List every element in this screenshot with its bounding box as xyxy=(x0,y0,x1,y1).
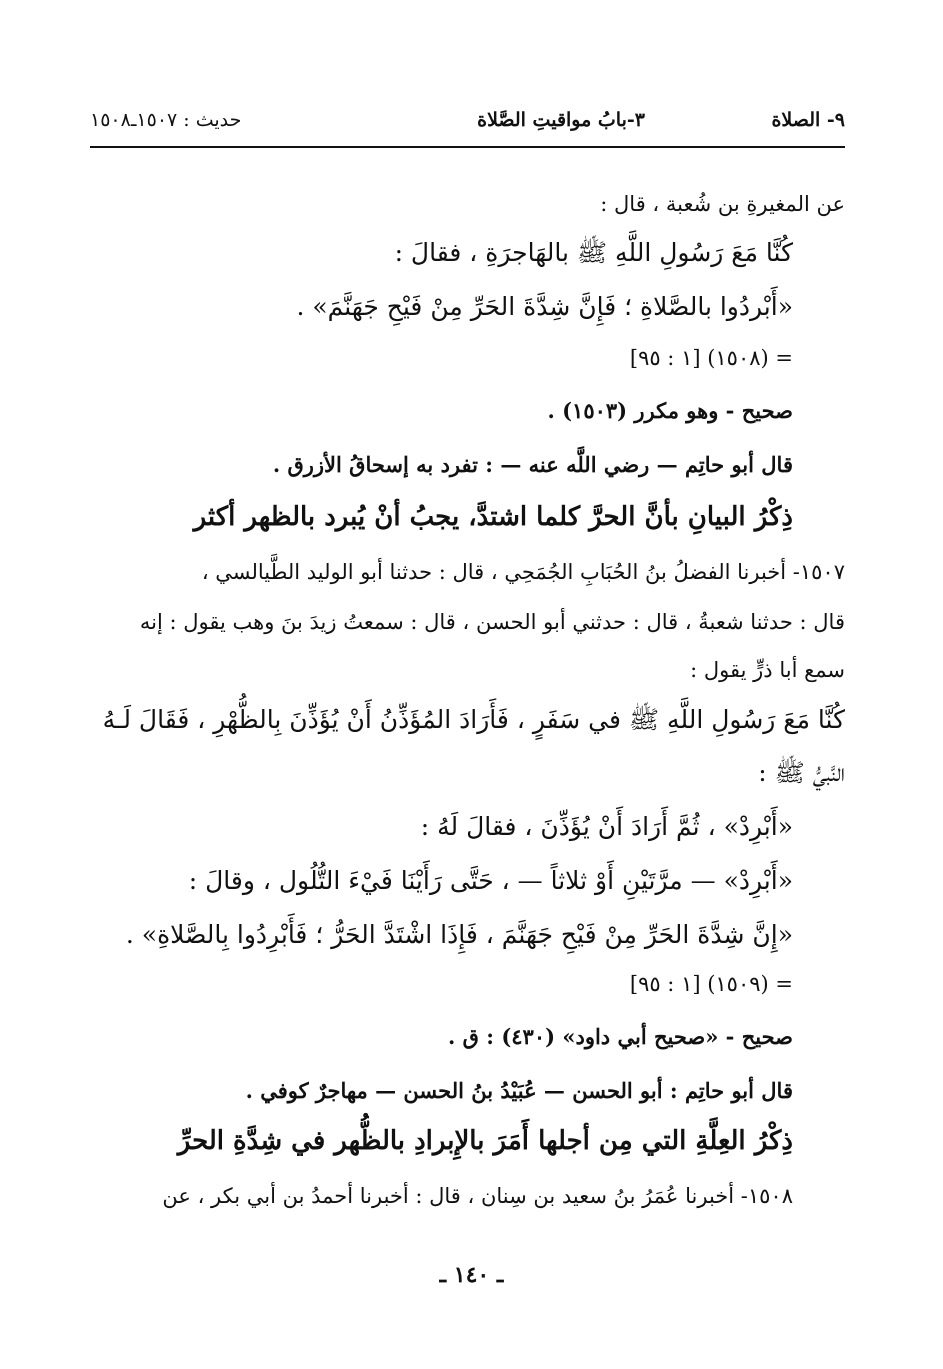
isnad-line: سمع أبا ذرٍّ يقول : xyxy=(690,658,845,682)
chapter-heading: ذِكْرُ البيانِ بأنَّ الحرَّ كلما اشتدَّ، يجبُ أنْ يُبرد بالظهر أكثر xyxy=(193,502,793,532)
hadith-range: حديث : ١٥٠٧ـ١٥٠٨ xyxy=(90,109,242,131)
reference-line: = (١٥٠٨) [١ : ٩٥] xyxy=(629,346,793,370)
grading-line: صحيح - «صحيح أبي داود» (٤٣٠) : ق . xyxy=(448,1024,793,1049)
header-rule xyxy=(90,146,845,148)
hadith-line: «إِنَّ شِدَّةَ الحَرِّ مِنْ فَيْحِ جَهَنَّمَ ، فَإِذَا اشْتَدَّ الحَرُّ ؛ فَأَبْرِدُوا بِالصَّلاةِ» . xyxy=(125,920,793,949)
hadith-line: كُنَّا مَعَ رَسُولِ اللَّهِ ﷺ في سَفَرٍ ، فَأَرَادَ المُؤَذِّنُ أَنْ يُؤَذِّنَ بِالظُّهْرِ ، فَقَالَ لَـهُ xyxy=(102,705,845,734)
isnad-line: قال : حدثنا شعبةُ ، قال : حدثني أبو الحسن ، قال : سمعتُ زيدَ بنَ وهب يقول : إنه xyxy=(139,610,845,634)
reference-line: = (١٥٠٩) [١ : ٩٥] xyxy=(629,972,793,996)
commentary-line: قال أبو حاتِم — رضي اللَّه عنه — : تفرد به إسحاقُ الأزرق . xyxy=(272,452,793,477)
section-title: ٣-بابُ مواقيتِ الصَّلاة xyxy=(477,109,645,131)
chapter-heading: ذِكْرُ العِلَّةِ التي مِن أجلها أَمَرَ بالإِبرادِ بالظُّهر في شِدَّةِ الحرِّ xyxy=(177,1126,793,1156)
hadith-line: «أَبْرِدْ» — مرَّتَيْنِ أَوْ ثلاثاً — ، حَتَّى رَأَيْنَا فَيْءَ التُّلُول ، وقالَ : xyxy=(188,866,793,895)
hadith-line: النَّبيُّ ﷺ : xyxy=(758,758,845,787)
hadith-line: كُنَّا مَعَ رَسُولِ اللَّهِ ﷺ بالهَاجرَةِ ، فقالَ : xyxy=(394,238,793,267)
running-header xyxy=(90,103,845,137)
text-line: عن المغيرةِ بن شُعبة ، قال : xyxy=(600,192,845,216)
hadith-line: «أَبْرِدْ» ، ثُمَّ أَرَادَ أَنْ يُؤَذِّنَ ، فقالَ لَهُ : xyxy=(420,812,793,841)
hadith-line: «أَبْردُوا بالصَّلاةِ ؛ فَإِنَّ شِدَّةَ الحَرِّ مِنْ فَيْحِ جَهَنَّمَ» . xyxy=(296,292,793,321)
isnad-line: ١٥٠٧- أخبرنا الفضلُ بنُ الحُبَابِ الجُمَحِي ، قال : حدثنا أبو الوليد الطَّيالسي ، xyxy=(201,560,845,584)
chapter-title: ٩- الصلاة xyxy=(771,109,845,131)
commentary-line: قال أبو حاتِم : أبو الحسن — عُبَيْدُ بنُ الحسن — مهاجرٌ كوفي . xyxy=(245,1078,793,1103)
isnad-line: ١٥٠٨- أخبرنا عُمَرُ بنُ سعيد بن سِنان ، قال : أخبرنا أحمدُ بن أبي بكر ، عن xyxy=(162,1184,793,1208)
grading-line: صحيح - وهو مكرر (١٥٠٣) . xyxy=(547,398,793,423)
page-number: ـ ١٤٠ ـ xyxy=(439,1262,504,1288)
